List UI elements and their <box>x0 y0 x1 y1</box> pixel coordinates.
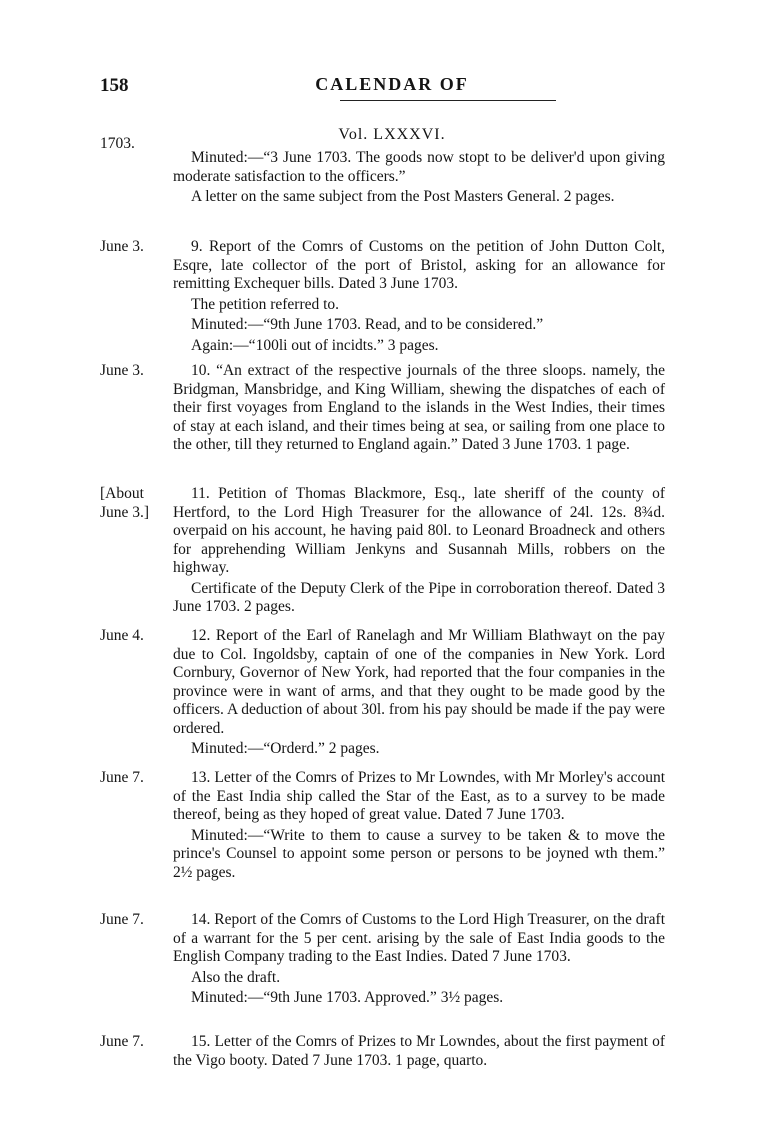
entry-paragraph: 14. Report of the Comrs of Customs to the Lord High Treasurer, on the draft of a warrant for the 5 per cent. arising by the sale of East India goods to the English Company trading to the East Indies. Dated 7 June 1703. <box>173 911 665 965</box>
entry-date: June 4. <box>100 627 144 644</box>
entry-paragraph: 11. Petition of Thomas Blackmore, Esq., late sheriff of the county of Hertford, to the Lord High Treasurer for the allowance of 24l. 12s. 8¾d. overpaid on his account, he having paid 80l. to Leonard Broadneck and others for apprehending William Jenkyns and Susannah Mills, robbers on the highway. <box>173 485 665 576</box>
entry-body <box>173 238 665 355</box>
entry-paragraph: Minuted:—“9th June 1703. Read, and to be considered.” <box>191 316 544 333</box>
entry-paragraph: A letter on the same subject from the Post Masters General. 2 pages. <box>191 188 615 205</box>
entry-body <box>173 769 665 882</box>
entry-paragraph: Minuted:—“Write to them to cause a survey to be taken & to move the prince's Counsel to appoint some person or persons to be joyned wth them.” 2½ pages. <box>173 826 665 881</box>
entry-date: June 3. <box>100 362 144 379</box>
entry-body <box>173 149 665 207</box>
header-rule <box>340 100 556 101</box>
entry-date: June 7. <box>100 769 144 786</box>
entry-paragraph: Minuted:—“9th June 1703. Approved.” 3½ pages. <box>191 989 504 1006</box>
entry-body <box>173 627 665 759</box>
entry-paragraph: Minuted:—“3 June 1703. The goods now stopt to be deliver'd upon giving moderate satisfaction to the officers.” <box>173 149 665 185</box>
entry-paragraph: Again:—“100li out of incidts.” 3 pages. <box>191 336 439 354</box>
entry-paragraph: 10. “An extract of the respective journals of the three sloops. namely, the Bridgman, Mansbridge, and King William, shewing the dispatches of each of their first voyages from England to the islands in the West Indies, their times of stay at each island, and their times being at sea, or sailing from one place to the other, till they returned to England again.” Dated 3 June 1703. 1 page. <box>173 362 665 453</box>
entry-body <box>173 485 665 617</box>
entry-body <box>173 362 665 455</box>
entry-paragraph: The petition referred to. <box>191 295 340 313</box>
entry-paragraph: 15. Letter of the Comrs of Prizes to Mr Lowndes, about the first payment of the Vigo booty. Dated 7 June 1703. 1 page, quarto. <box>173 1033 665 1069</box>
volume-heading: Vol. LXXXVI. <box>338 126 446 143</box>
entry-date: June 3. <box>100 238 144 255</box>
entry-paragraph: 13. Letter of the Comrs of Prizes to Mr Lowndes, with Mr Morley's account of the East India ship called the Star of the East, as to a survey to be made thereof, being as they hoped of great value. Dated 7 June 1703. <box>173 769 665 823</box>
entry-date: June 7. <box>100 1033 144 1050</box>
page-number: 158 <box>100 75 129 96</box>
entry-paragraph: Minuted:—“Orderd.” 2 pages. <box>191 740 380 757</box>
year-margin: 1703. <box>100 135 135 152</box>
entry-body <box>173 911 665 1008</box>
entry-paragraph: Certificate of the Deputy Clerk of the Pipe in corroboration thereof. Dated 3 June 1703. 2 pages. <box>173 579 665 615</box>
entry-date: June 7. <box>100 911 144 928</box>
entry-paragraph: Also the draft. <box>191 968 281 986</box>
entry-date: [About June 3.] <box>100 485 150 521</box>
entry-paragraph: 9. Report of the Comrs of Customs on the petition of John Dutton Colt, Esqre, late collector of the port of Bristol, asking for an allowance for remitting Exchequer bills. Dated 3 June 1703. <box>173 238 665 292</box>
entry-paragraph: 12. Report of the Earl of Ranelagh and Mr William Blathwayt on the pay due to Col. Ingoldsby, captain of one of the companies in New York. Lord Cornbury, Governor of New York, had reported that the four companies in the province were in want of arms, and that they ought to be made good by the officers. A deduction of about 30l. from his pay should be made if the pay were ordered. <box>173 627 665 737</box>
running-title: CALENDAR OF <box>315 74 469 94</box>
entry-body <box>173 1033 665 1070</box>
